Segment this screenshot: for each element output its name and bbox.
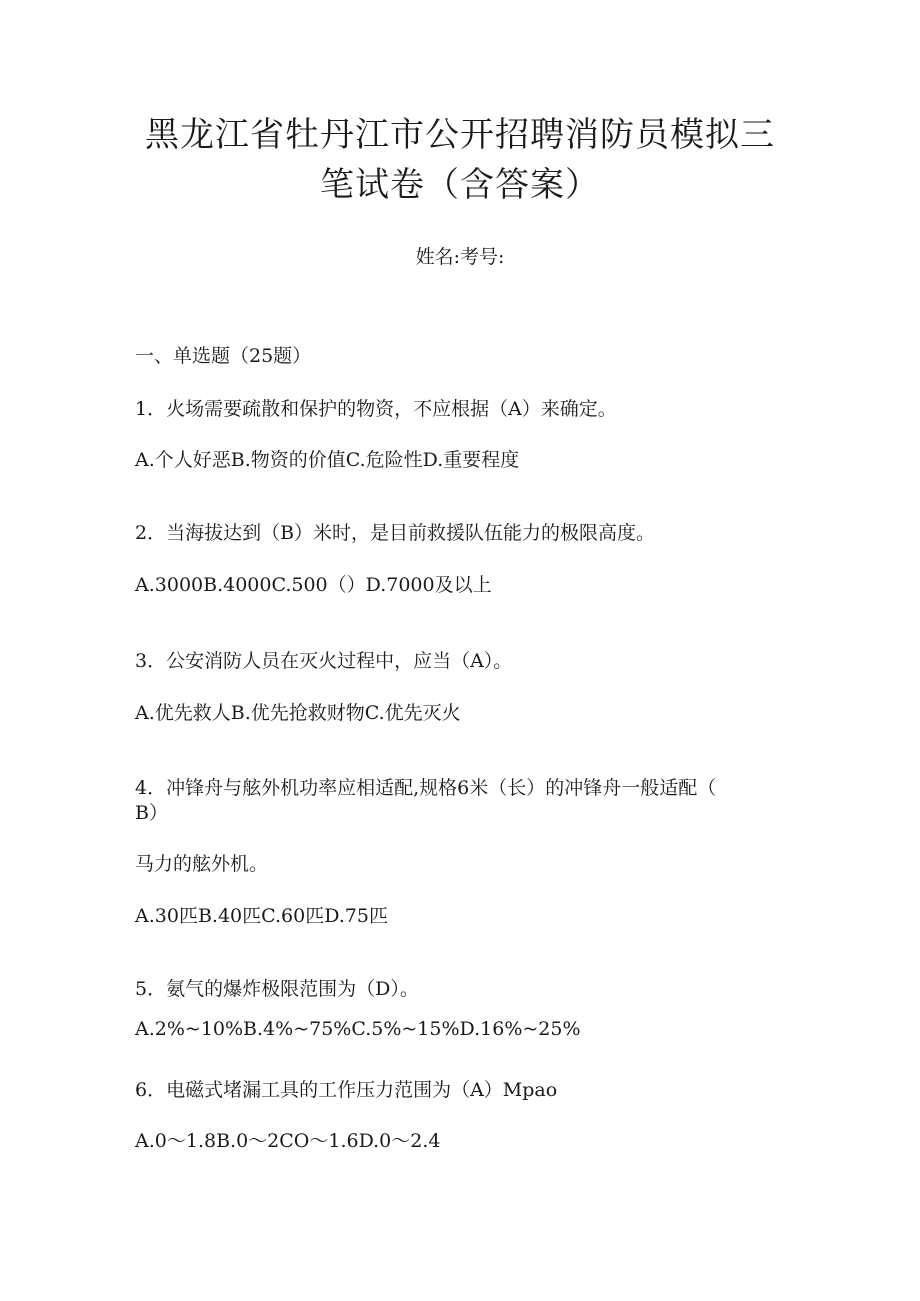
question-4-stem-continued-2: 马力的舷外机。	[135, 853, 269, 875]
question-2-options: A.3000B.4000C.500（）D.7000及以上	[135, 574, 492, 596]
question-2-stem: 2．当海拔达到（B）米时，是目前救援队伍能力的极限高度。	[135, 522, 656, 544]
question-4-stem: 4．冲锋舟与舷外机功率应相适配,规格6米（长）的冲锋舟一般适配（	[135, 777, 717, 799]
question-1-options: A.个人好恶B.物资的价值C.危险性D.重要程度	[135, 449, 520, 471]
section-heading: 一、单选题（25题）	[135, 345, 312, 367]
question-6-stem: 6．电磁式堵漏工具的工作压力范围为（A）Mpao	[135, 1079, 558, 1101]
name-exam-number-line: 姓名:考号:	[415, 246, 505, 268]
question-5-options: A.2%~10%B.4%~75%C.5%~15%D.16%~25%	[135, 1018, 581, 1040]
document-title-line-1: 黑龙江省牡丹江市公开招聘消防员模拟三	[145, 115, 775, 155]
question-3-stem: 3．公安消防人员在灭火过程中，应当（A）。	[135, 650, 513, 672]
question-5-stem: 5．氨气的爆炸极限范围为（D）。	[135, 978, 419, 1000]
question-4-options: A.30匹B.40匹C.60匹D.75匹	[135, 905, 388, 927]
question-3-options: A.优先救人B.优先抢救财物C.优先灭火	[135, 702, 461, 724]
document-title-line-2: 笔试卷（含答案）	[320, 165, 600, 205]
question-1-stem: 1．火场需要疏散和保护的物资，不应根据（A）来确定。	[135, 398, 617, 420]
question-4-stem-continued: B）	[135, 802, 168, 824]
question-6-options: A.0～1.8B.0～2CO～1.6D.0～2.4	[135, 1130, 441, 1152]
